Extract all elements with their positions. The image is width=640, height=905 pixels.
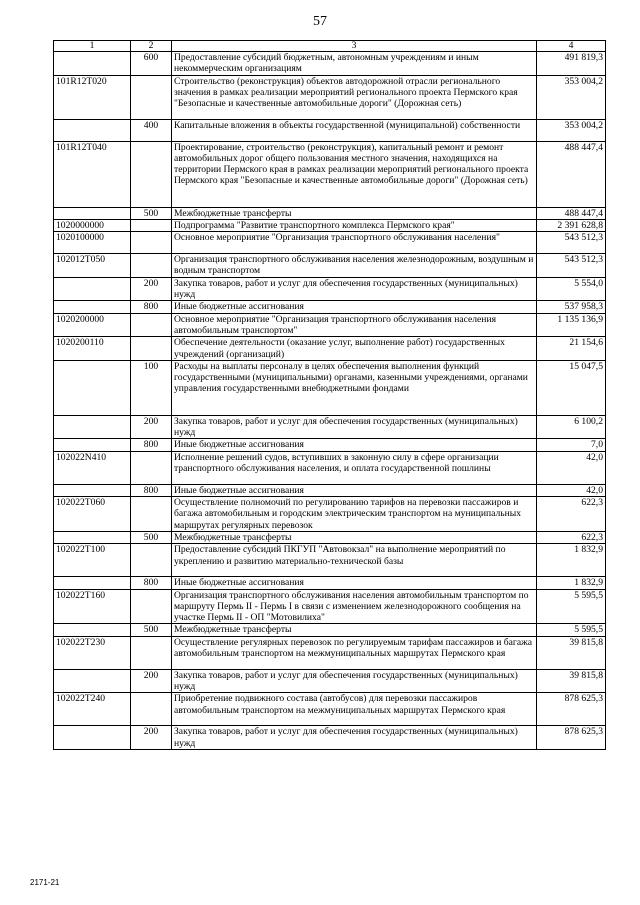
row-name: Межбюджетные трансферты bbox=[172, 624, 537, 636]
table-row bbox=[54, 360, 606, 415]
row-type bbox=[131, 254, 172, 278]
row-name: Исполнение решений судов, вступивших в законную силу в сфере организации транспортного обслуживания населения, и оплата государственной пошлины bbox=[172, 451, 537, 484]
row-name: Осуществление регулярных перевозок по регулируемым тарифам пассажиров и багажа автомобильным транспортом на межмуниципальных маршрутах Пермского края bbox=[172, 636, 537, 669]
row-code: 101R12T020 bbox=[54, 75, 131, 119]
row-name: Осуществление полномочий по регулированию тарифов на перевозки пассажиров и багажа автомобильным и городским электрическим транспортом на муниципальных маршрутах регулярных перевозок bbox=[172, 497, 537, 532]
row-code: 1020200110 bbox=[54, 337, 131, 361]
row-code: 102012T050 bbox=[54, 254, 131, 278]
table-row bbox=[54, 75, 606, 119]
table-row bbox=[54, 232, 606, 254]
table-row bbox=[54, 531, 606, 543]
row-name: Закупка товаров, работ и услуг для обеспечения государственных (муниципальных) нужд bbox=[172, 726, 537, 750]
row-code: 1020000000 bbox=[54, 219, 131, 231]
table-row bbox=[54, 636, 606, 669]
row-code bbox=[54, 531, 131, 543]
row-amount: 39 815,8 bbox=[537, 636, 606, 669]
table-row bbox=[54, 484, 606, 496]
table-row bbox=[54, 577, 606, 589]
row-type bbox=[131, 313, 172, 337]
table-row bbox=[54, 254, 606, 278]
row-code bbox=[54, 484, 131, 496]
table-row bbox=[54, 415, 606, 439]
row-code bbox=[54, 439, 131, 451]
row-type: 800 bbox=[131, 439, 172, 451]
row-type bbox=[131, 497, 172, 532]
row-type: 500 bbox=[131, 207, 172, 219]
row-code bbox=[54, 415, 131, 439]
row-amount: 878 625,3 bbox=[537, 693, 606, 726]
row-type bbox=[131, 337, 172, 361]
budget-table-container bbox=[53, 40, 603, 750]
row-amount: 488 447,4 bbox=[537, 207, 606, 219]
row-name: Основное мероприятие "Организация транспортного обслуживания населения" bbox=[172, 232, 537, 254]
table-row bbox=[54, 497, 606, 532]
table-row bbox=[54, 301, 606, 313]
row-type bbox=[131, 232, 172, 254]
row-amount: 42,0 bbox=[537, 484, 606, 496]
row-amount: 488 447,4 bbox=[537, 141, 606, 207]
row-code: 1020200000 bbox=[54, 313, 131, 337]
row-amount: 622,3 bbox=[537, 497, 606, 532]
row-code bbox=[54, 277, 131, 301]
row-code bbox=[54, 726, 131, 750]
row-amount: 878 625,3 bbox=[537, 726, 606, 750]
row-type bbox=[131, 589, 172, 624]
table-row bbox=[54, 624, 606, 636]
header-col-3: 3 bbox=[172, 41, 537, 52]
row-name: Организация транспортного обслуживания населения автомобильным транспортом по маршруту Пермь II - Пермь I в связи с изменением железнодорожного сообщения на участке Пермь II - ОП "Мотовилиха" bbox=[172, 589, 537, 624]
row-name: Предоставление субсидий бюджетным, автономным учреждениям и иным некоммерческим организациям bbox=[172, 52, 537, 76]
row-type bbox=[131, 693, 172, 726]
header-col-4: 4 bbox=[537, 41, 606, 52]
table-row bbox=[54, 277, 606, 301]
row-amount: 6 100,2 bbox=[537, 415, 606, 439]
row-name: Иные бюджетные ассигнования bbox=[172, 484, 537, 496]
row-name: Закупка товаров, работ и услуг для обеспечения государственных (муниципальных) нужд bbox=[172, 669, 537, 693]
row-code: 101R12T040 bbox=[54, 141, 131, 207]
row-type: 800 bbox=[131, 577, 172, 589]
row-type bbox=[131, 219, 172, 231]
row-code: 102022T100 bbox=[54, 544, 131, 577]
table-row bbox=[54, 119, 606, 141]
row-name: Строительство (реконструкция) объектов автодорожной отрасли регионального значения в рамках реализации мероприятий регионального проекта Пермского края "Безопасные и качественные автомобильные дороги" (Дорожная сеть) bbox=[172, 75, 537, 119]
row-code bbox=[54, 301, 131, 313]
table-row bbox=[54, 589, 606, 624]
row-name: Межбюджетные трансферты bbox=[172, 207, 537, 219]
budget-table bbox=[53, 40, 606, 750]
row-amount: 491 819,3 bbox=[537, 52, 606, 76]
row-name: Иные бюджетные ассигнования bbox=[172, 439, 537, 451]
table-row bbox=[54, 439, 606, 451]
row-type: 800 bbox=[131, 301, 172, 313]
row-type: 500 bbox=[131, 624, 172, 636]
row-type bbox=[131, 544, 172, 577]
table-header-row bbox=[54, 41, 606, 52]
row-type: 400 bbox=[131, 119, 172, 141]
row-type: 100 bbox=[131, 360, 172, 415]
row-code bbox=[54, 669, 131, 693]
row-amount: 42,0 bbox=[537, 451, 606, 484]
row-code bbox=[54, 207, 131, 219]
row-amount: 7,0 bbox=[537, 439, 606, 451]
row-code bbox=[54, 52, 131, 76]
row-name: Обеспечение деятельности (оказание услуг, выполнение работ) государственных учреждений (организаций) bbox=[172, 337, 537, 361]
row-type: 800 bbox=[131, 484, 172, 496]
row-name: Капитальные вложения в объекты государственной (муниципальной) собственности bbox=[172, 119, 537, 141]
table-row bbox=[54, 141, 606, 207]
row-amount: 622,3 bbox=[537, 531, 606, 543]
table-row bbox=[54, 693, 606, 726]
row-type: 200 bbox=[131, 415, 172, 439]
footer-code: 2171-21 bbox=[30, 878, 60, 887]
row-code bbox=[54, 624, 131, 636]
row-code: 102022T240 bbox=[54, 693, 131, 726]
row-amount: 1 832,9 bbox=[537, 577, 606, 589]
budget-table-body bbox=[54, 41, 606, 750]
row-code: 102022T160 bbox=[54, 589, 131, 624]
row-amount: 543 512,3 bbox=[537, 232, 606, 254]
table-row bbox=[54, 669, 606, 693]
row-amount: 537 958,3 bbox=[537, 301, 606, 313]
row-type bbox=[131, 141, 172, 207]
row-type: 200 bbox=[131, 726, 172, 750]
row-amount: 2 391 628,8 bbox=[537, 219, 606, 231]
row-amount: 15 047,5 bbox=[537, 360, 606, 415]
table-row bbox=[54, 451, 606, 484]
row-type: 600 bbox=[131, 52, 172, 76]
row-name: Иные бюджетные ассигнования bbox=[172, 577, 537, 589]
header-col-1: 1 bbox=[54, 41, 131, 52]
row-name: Проектирование, строительство (реконструкция), капитальный ремонт и ремонт автомобильных дорог общего пользования местного значения, находящихся на территории Пермского края в рамках реализации мероприятий регионального проекта Пермского края "Безопасные и качественные автомобильные дороги" (Дорожная сеть) bbox=[172, 141, 537, 207]
page-number: 57 bbox=[313, 14, 327, 29]
row-type: 200 bbox=[131, 669, 172, 693]
row-amount: 39 815,8 bbox=[537, 669, 606, 693]
row-amount: 5 554,0 bbox=[537, 277, 606, 301]
row-name: Расходы на выплаты персоналу в целях обеспечения выполнения функций государственными (муниципальными) органами, казенными учреждениями, органами управления государственными внебюджетными фондами bbox=[172, 360, 537, 415]
row-amount: 353 004,2 bbox=[537, 119, 606, 141]
row-amount: 543 512,3 bbox=[537, 254, 606, 278]
row-amount: 5 595,5 bbox=[537, 589, 606, 624]
row-name: Основное мероприятие "Организация транспортного обслуживания населения автомобильным транспортом" bbox=[172, 313, 537, 337]
row-code: 102022T230 bbox=[54, 636, 131, 669]
row-type: 200 bbox=[131, 277, 172, 301]
row-type bbox=[131, 451, 172, 484]
row-code: 1020100000 bbox=[54, 232, 131, 254]
header-col-2: 2 bbox=[131, 41, 172, 52]
row-amount: 5 595,5 bbox=[537, 624, 606, 636]
row-type bbox=[131, 75, 172, 119]
row-name: Закупка товаров, работ и услуг для обеспечения государственных (муниципальных) нужд bbox=[172, 415, 537, 439]
row-type bbox=[131, 636, 172, 669]
row-code bbox=[54, 119, 131, 141]
table-row bbox=[54, 52, 606, 76]
table-row bbox=[54, 337, 606, 361]
row-amount: 353 004,2 bbox=[537, 75, 606, 119]
row-name: Иные бюджетные ассигнования bbox=[172, 301, 537, 313]
row-amount: 1 135 136,9 bbox=[537, 313, 606, 337]
row-code bbox=[54, 577, 131, 589]
row-type: 500 bbox=[131, 531, 172, 543]
row-name: Организация транспортного обслуживания населения железнодорожным, воздушным и водным транспортом bbox=[172, 254, 537, 278]
row-name: Закупка товаров, работ и услуг для обеспечения государственных (муниципальных) нужд bbox=[172, 277, 537, 301]
row-name: Приобретение подвижного состава (автобусов) для перевозки пассажиров автомобильным транспортом на межмуниципальных маршрутах Пермского края bbox=[172, 693, 537, 726]
row-name: Предоставление субсидий ПКГУП "Автовокзал" на выполнение мероприятий по укреплению и развитию материально-технической базы bbox=[172, 544, 537, 577]
table-row bbox=[54, 219, 606, 231]
table-row bbox=[54, 313, 606, 337]
row-name: Подпрограмма "Развитие транспортного комплекса Пермского края" bbox=[172, 219, 537, 231]
table-row bbox=[54, 207, 606, 219]
row-amount: 1 832,9 bbox=[537, 544, 606, 577]
row-amount: 21 154,6 bbox=[537, 337, 606, 361]
row-code: 102022N410 bbox=[54, 451, 131, 484]
row-code: 102022T060 bbox=[54, 497, 131, 532]
table-row bbox=[54, 544, 606, 577]
row-code bbox=[54, 360, 131, 415]
row-name: Межбюджетные трансферты bbox=[172, 531, 537, 543]
table-row bbox=[54, 726, 606, 750]
